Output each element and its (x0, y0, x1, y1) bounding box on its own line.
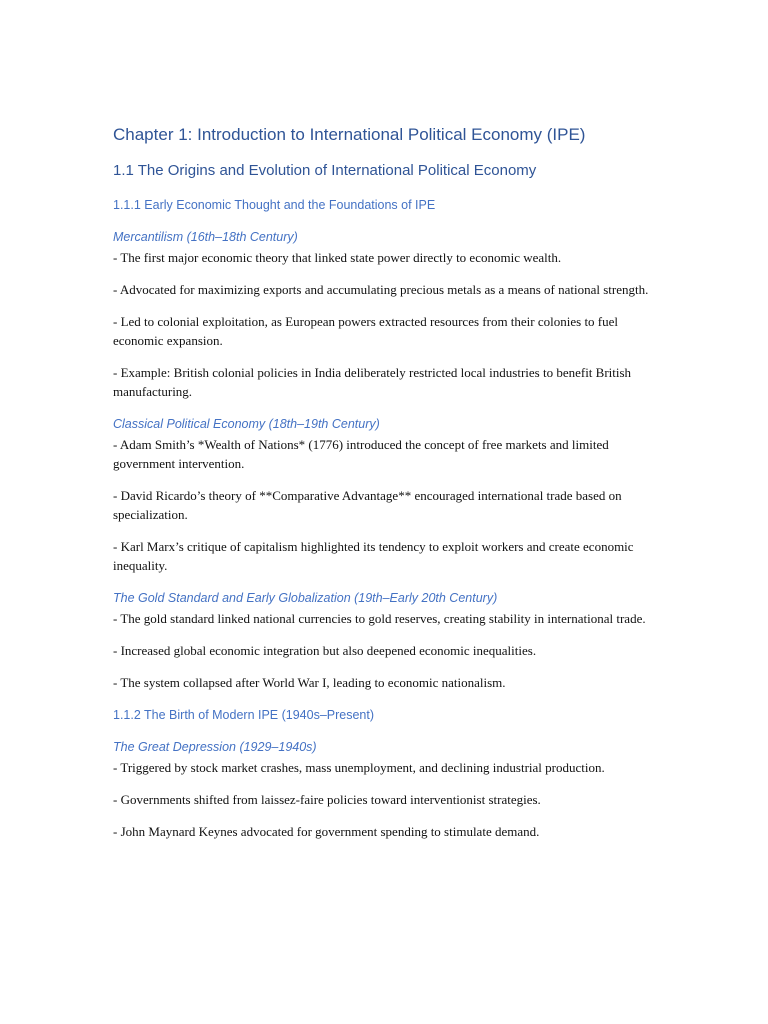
document-page (113, 123, 663, 855)
great-depression-section (113, 738, 663, 841)
classical-section (113, 415, 663, 575)
chapter-title: Chapter 1: Introduction to International Political Economy (IPE) (113, 125, 586, 144)
gold-standard-heading: The Gold Standard and Early Globalization (19th–Early 20th Century) (113, 591, 498, 605)
classical-heading: Classical Political Economy (18th–19th Century) (113, 417, 380, 431)
subsection-1-1-2-title: 1.1.2 The Birth of Modern IPE (1940s–Present) (113, 708, 375, 722)
gold-standard-section (113, 589, 663, 692)
bullet-paragraph: - Adam Smith’s *Wealth of Nations* (1776) introduced the concept of free markets and limited government intervention. (113, 437, 609, 471)
bullet-paragraph: - David Ricardo’s theory of **Comparative Advantage** encouraged international trade based on specialization. (113, 488, 622, 522)
section-1-1-title: 1.1 The Origins and Evolution of International Political Economy (113, 162, 537, 179)
bullet-paragraph: - Led to colonial exploitation, as European powers extracted resources from their colonies to fuel economic expansion. (113, 314, 619, 348)
mercantilism-section (113, 228, 663, 401)
bullet-paragraph: - Triggered by stock market crashes, mass unemployment, and declining industrial production. (113, 760, 605, 775)
bullet-paragraph: - Governments shifted from laissez-faire policies toward interventionist strategies. (113, 792, 541, 807)
great-depression-heading: The Great Depression (1929–1940s) (113, 740, 317, 754)
bullet-paragraph: - John Maynard Keynes advocated for government spending to stimulate demand. (113, 824, 540, 839)
bullet-paragraph: - Karl Marx’s critique of capitalism highlighted its tendency to exploit workers and create economic inequality. (113, 539, 634, 573)
bullet-paragraph: - The system collapsed after World War I, leading to economic nationalism. (113, 675, 506, 690)
bullet-paragraph: - Advocated for maximizing exports and accumulating precious metals as a means of national strength. (113, 282, 649, 297)
bullet-paragraph: - The gold standard linked national currencies to gold reserves, creating stability in international trade. (113, 611, 646, 626)
bullet-paragraph: - The first major economic theory that linked state power directly to economic wealth. (113, 250, 562, 265)
bullet-paragraph: - Example: British colonial policies in India deliberately restricted local industries to benefit British manufacturing. (113, 365, 632, 399)
bullet-paragraph: - Increased global economic integration but also deepened economic inequalities. (113, 643, 537, 658)
subsection-1-1-1-title: 1.1.1 Early Economic Thought and the Foundations of IPE (113, 198, 436, 212)
mercantilism-heading: Mercantilism (16th–18th Century) (113, 230, 298, 244)
